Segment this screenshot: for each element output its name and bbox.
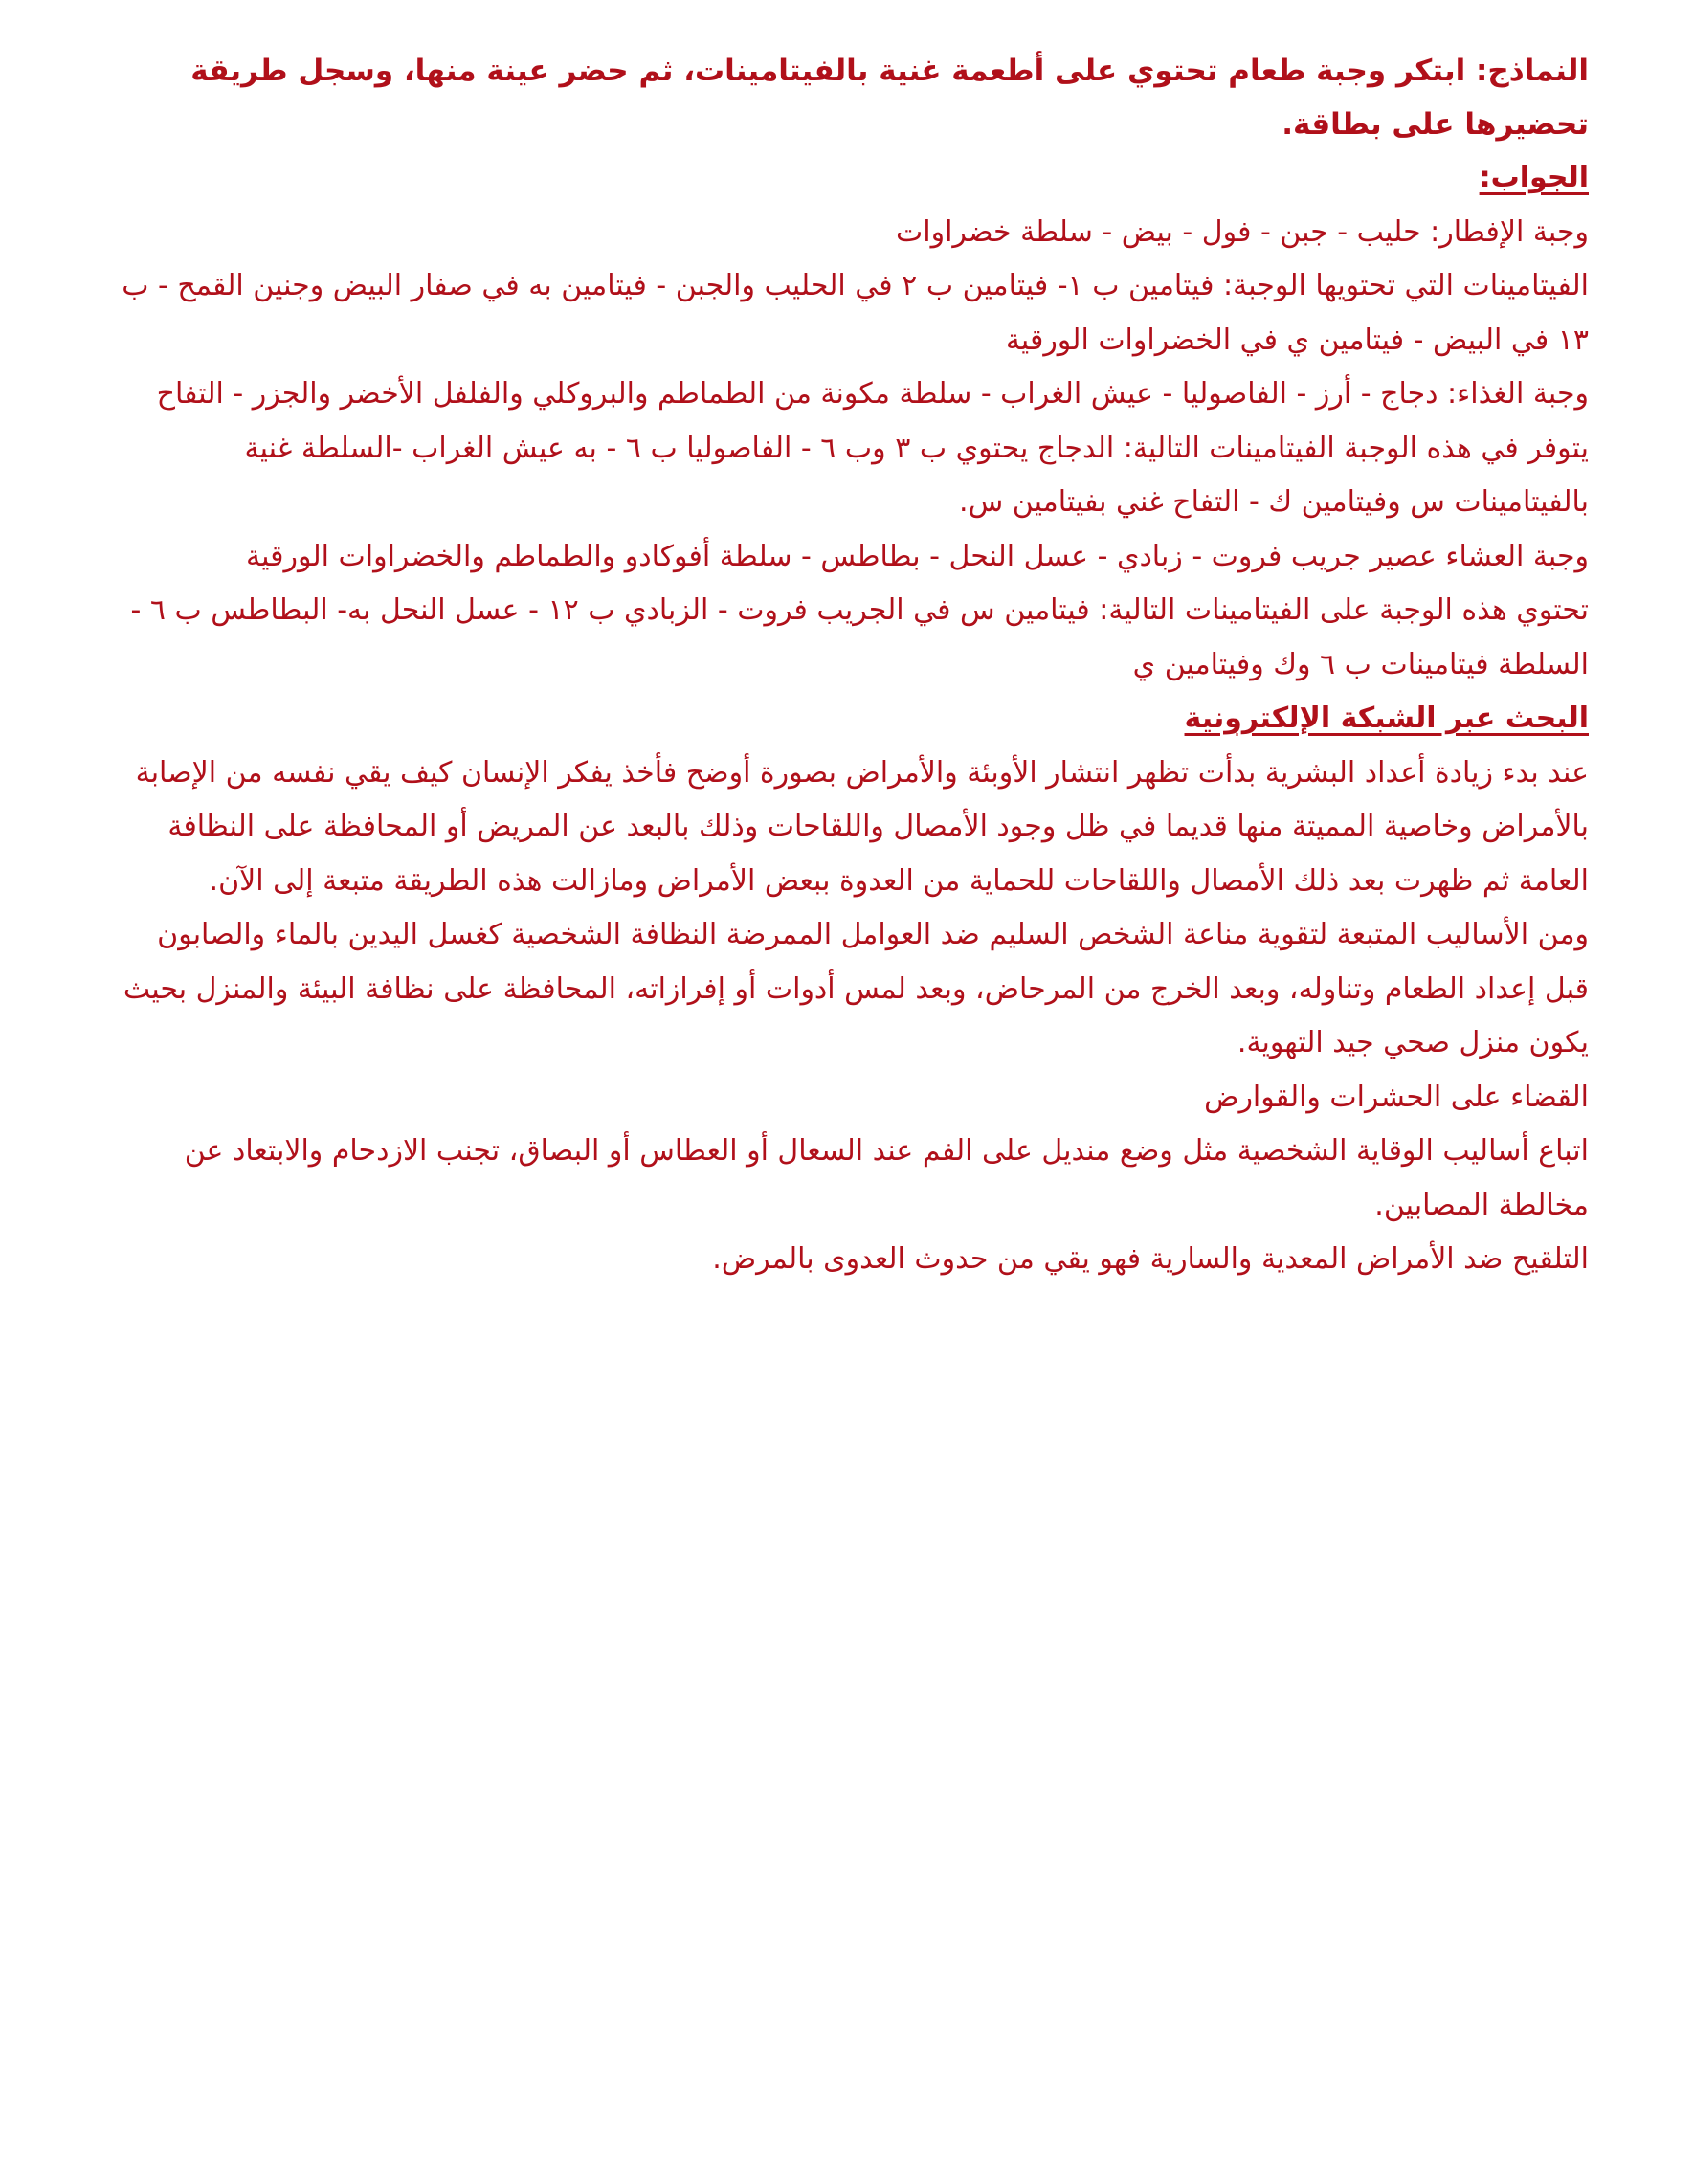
document-page xyxy=(105,44,1589,1287)
dinner-meal: وجبة العشاء عصير جريب فروت - زبادي - عسل النحل - بطاطس - سلطة أفوكادو والطماطم والخضراوات الورقية xyxy=(246,539,1589,573)
lunch-vitamins: يتوفر في هذه الوجبة الفيتامينات التالية: الدجاج يحتوي ب ٣ وب ٦ - الفاصوليا ب ٦ - به عيش الغراب -السلطة غنية بالفيتامينات س وفيتامين ك - التفاح غني بفيتامين س. xyxy=(244,431,1589,519)
research-protection: اتباع أساليب الوقاية الشخصية مثل وضع منديل على الفم عند السعال أو العطاس أو البصاق، تجنب الازدحام والابتعاد عن مخالطة المصابين. xyxy=(184,1134,1589,1222)
research-methods: ومن الأساليب المتبعة لتقوية مناعة الشخص السليم ضد العوامل الممرضة النظافة الشخصية كغسل اليدين بالماء والصابون قبل إعداد الطعام وتناوله، وبعد الخرج من المرحاض، وبعد لمس أدوات أو إفرازاته، المحافظة على نظافة البيئة والمنزل بحيث يكون منزل صحي جيد التهوية. xyxy=(123,918,1589,1059)
question-text: النماذج: ابتكر وجبة طعام تحتوي على أطعمة غنية بالفيتامينات، ثم حضر عينة منها، وسجل طريقة تحضيرها على بطاقة. xyxy=(190,54,1589,142)
research-history: عند بدء زيادة أعداد البشرية بدأت تظهر انتشار الأوبئة والأمراض بصورة أوضح فأخذ يفكر الإنسان كيف يقي نفسه من الإصابة بالأمراض وخاصية المميتة منها قديما في ظل وجود الأمصال واللقاحات وذلك بالبعد عن المريض أو المحافظة على النظافة العامة ثم ظهرت بعد ذلك الأمصال واللقاحات للحماية من العدوة ببعض الأمراض ومازالت هذه الطريقة متبعة إلى الآن. xyxy=(135,755,1589,898)
breakfast-vitamins: الفيتامينات التي تحتويها الوجبة: فيتامين ب ١- فيتامين ب ٢ في الحليب والجبن - فيتامين به في صفار البيض وجنين القمح - ب ١٣ في البيض - فيتامين ي في الخضراوات الورقية xyxy=(122,269,1589,357)
research-vaccination: التلقيح ضد الأمراض المعدية والسارية فهو يقي من حدوث العدوى بالمرض. xyxy=(712,1242,1589,1276)
research-heading: البحث عبر الشبكة الإلكترونية xyxy=(1184,702,1589,735)
answer-heading: الجواب: xyxy=(1479,161,1589,194)
lunch-meal: وجبة الغذاء: دجاج - أرز - الفاصوليا - عيش الغراب - سلطة مكونة من الطماطم والبروكلي والفلفل الأخضر والجزر - التفاح xyxy=(156,377,1589,411)
breakfast-meal: وجبة الإفطار: حليب - جبن - فول - بيض - سلطة خضراوات xyxy=(896,214,1589,249)
dinner-vitamins: تحتوي هذه الوجبة على الفيتامينات التالية: فيتامين س في الجريب فروت - الزبادي ب ١٢ - عسل النحل به- البطاطس ب ٦ - السلطة فيتامينات ب ٦ وك وفيتامين ي xyxy=(130,593,1589,681)
research-pests: القضاء على الحشرات والقوارض xyxy=(1204,1080,1589,1114)
